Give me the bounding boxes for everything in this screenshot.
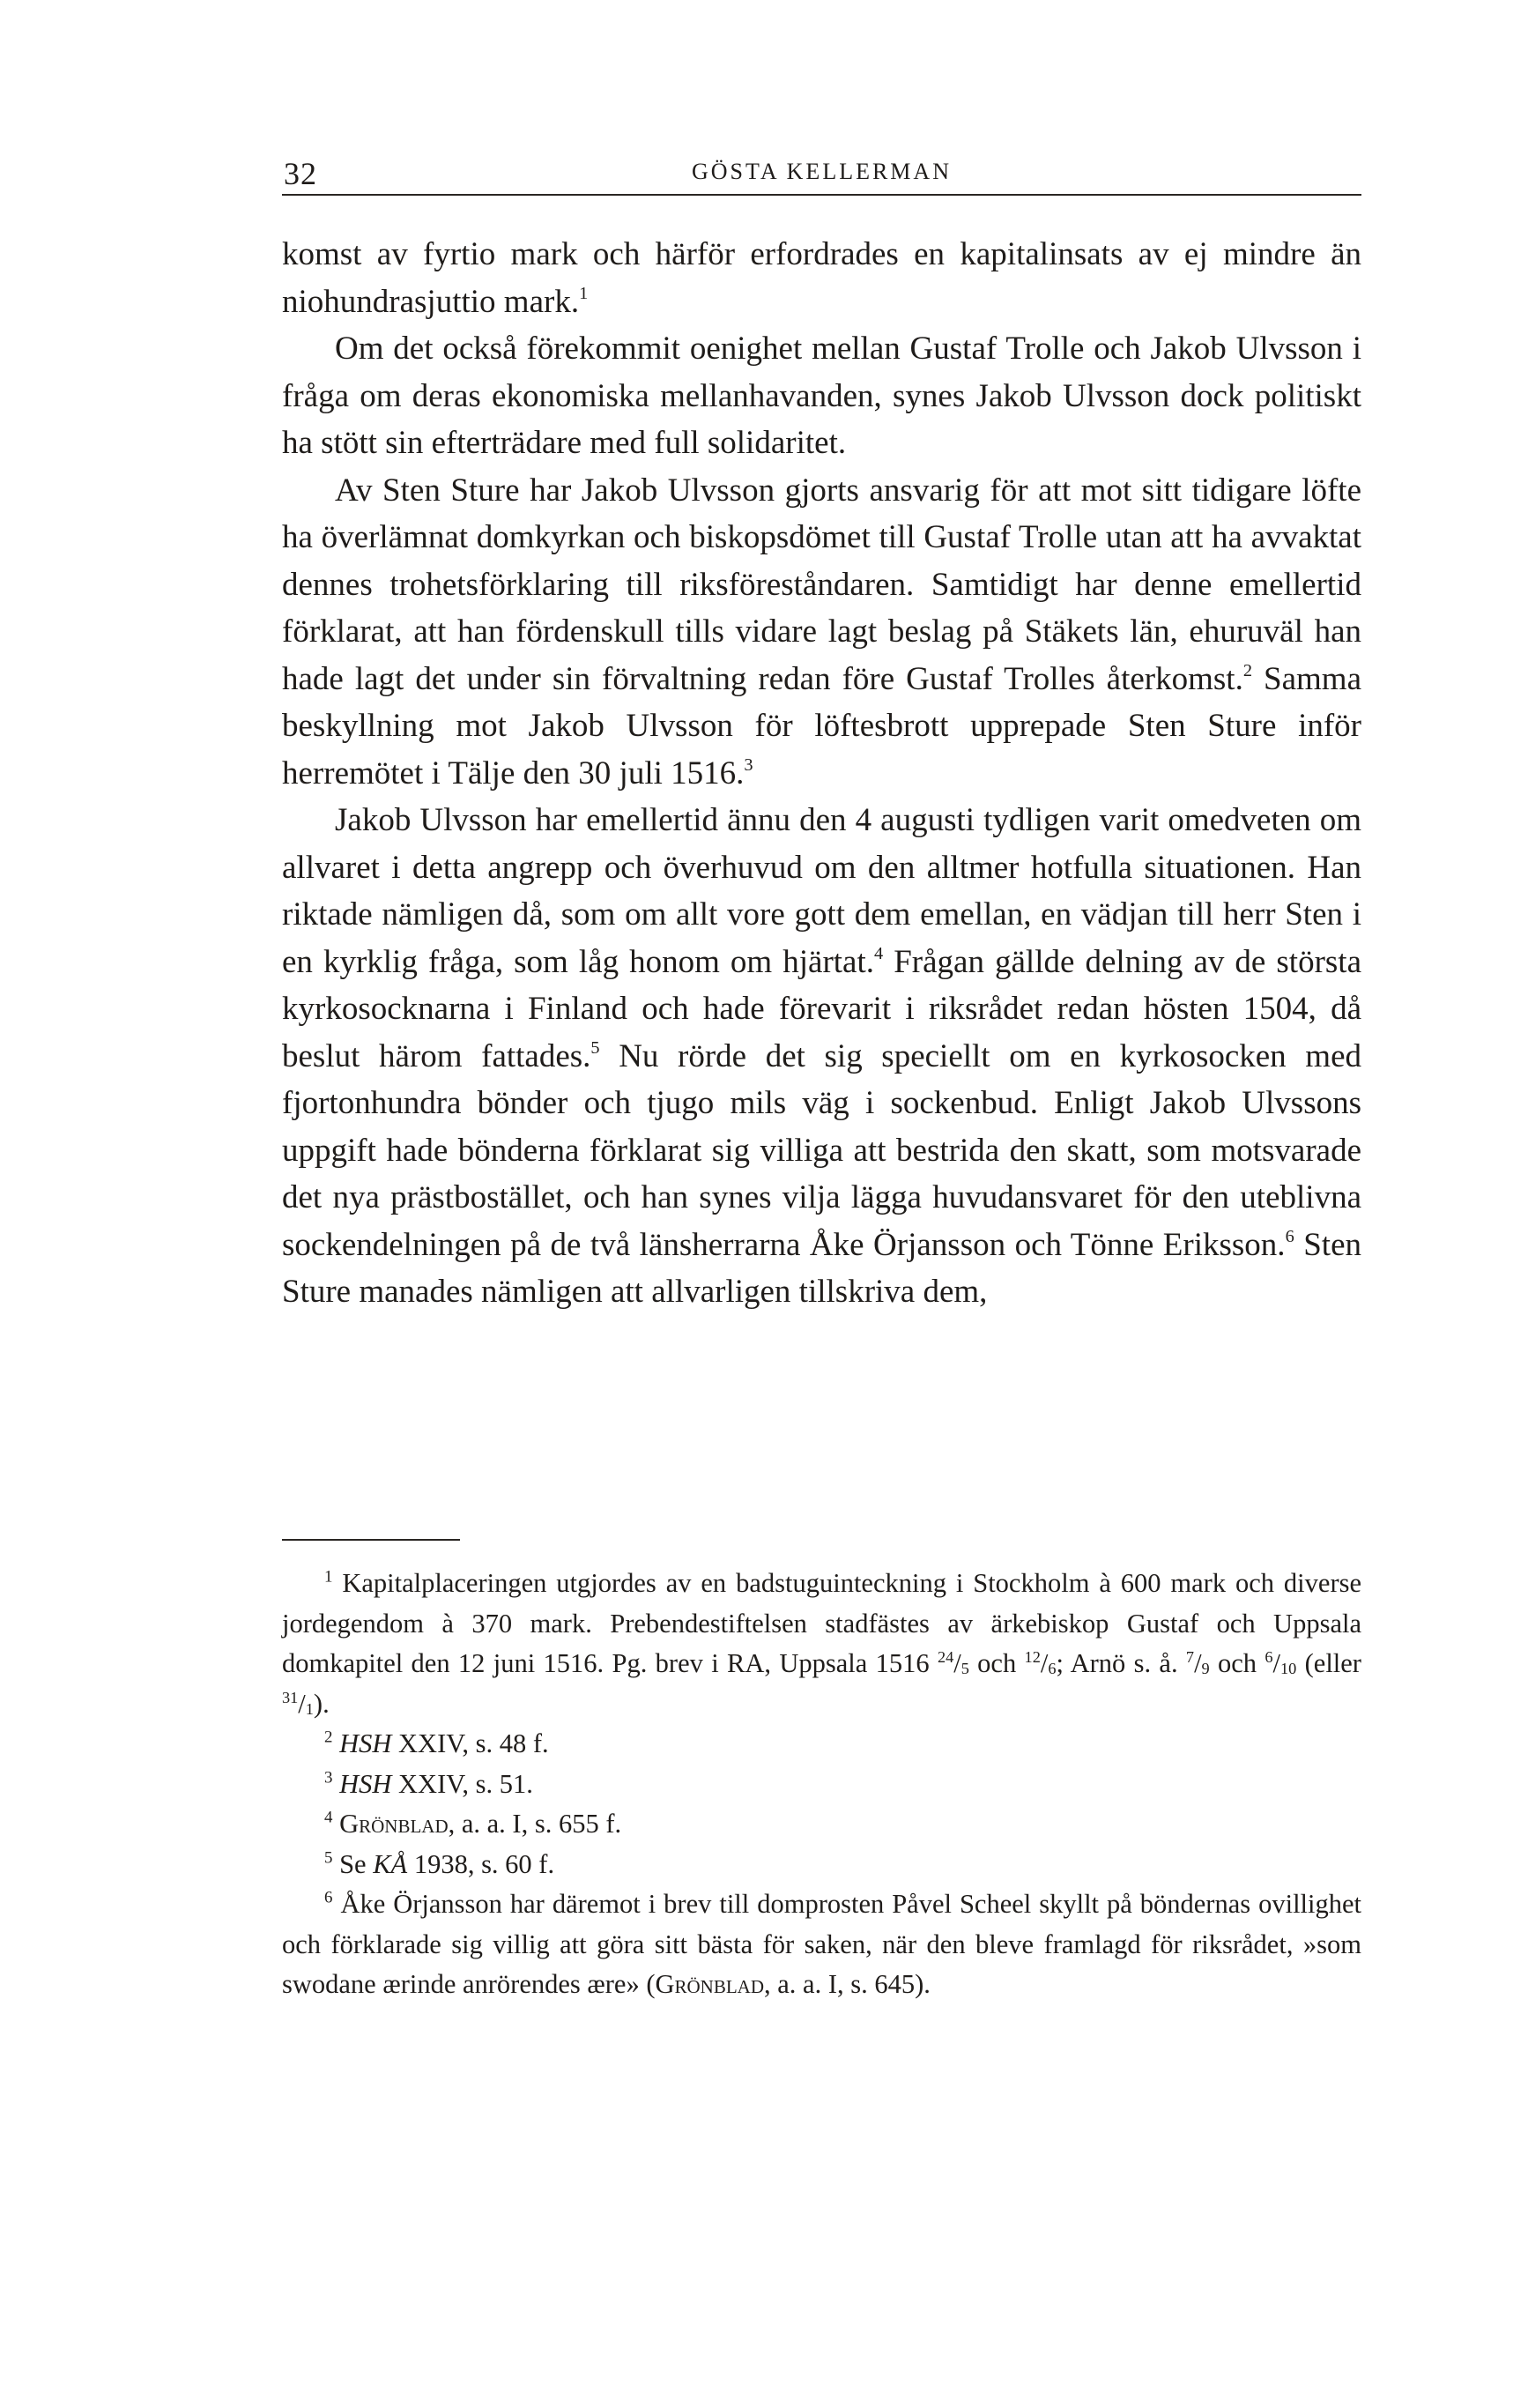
footnote-ref-6: 6 <box>1285 1226 1294 1246</box>
footnote-ref-2: 2 <box>1242 660 1253 680</box>
main-text <box>282 231 1361 1316</box>
fraction: $^{12}/_6$ <box>1024 1648 1057 1678</box>
footnote-1: $^1$ Kapitalplaceringen utgjordes av en badstuguinteckning i Stockholm à 600 mark och diverse jordegendom à 370 mark. Prebendestiftelsen stadfästes av ärkebiskop Gustaf och Uppsala domkapitel den 12 juni 1516. Pg. brev i RA, Uppsala 1516 $^{24}/_5$ och $^{12}/_6$; Arnö s. å. $^7/_9$ och $^6/_{10}$ (eller $^{31}/_1$). <box>282 1567 1362 1719</box>
paragraph-1: komst av fyrtio mark och härför erfordrades en kapitalinsats av ej mindre än niohundrasjuttio mark.$^1$ <box>282 236 1361 320</box>
footnote-6: $^6$ Åke Örjansson har däremot i brev till domprosten Påvel Scheel skyllt på böndernas ovillighet och förklarade sig villig att göra sitt bästa för saken, när den bleve framlagd för riksrådet, »som swodane ærinde anrörendes ære» (Grönblad, a. a. I, s. 645). <box>282 1888 1362 1999</box>
paragraph-3: Av Sten Sture har Jakob Ulvsson gjorts ansvarig för att mot sitt tidigare löfte ha överlämnat domkyrkan och biskopsdömet till Gustaf Trolle utan att ha avvaktat dennes trohetsförklaring till riksföreståndaren. Samtidigt har denne emellertid förklarat, att han fördenskull tills vidare lagt beslag på Stäkets län, ehuruväl han hade lagt det under sin förvaltning redan före Gustaf Trolles återkomst.$^2$ Samma beskyllning mot Jakob Ulvsson för löftesbrott upprepade Sten Sture inför herremötet i Tälje den 30 juli 1516.$^3$ <box>282 472 1362 792</box>
paragraph-2: Om det också förekommit oenighet mellan Gustaf Trolle och Jakob Ulvsson i fråga om deras ekonomiska mellanhavanden, synes Jakob Ulvsson dock politiskt ha stött sin efterträdare med full solidaritet. <box>282 331 1361 461</box>
running-head: GÖSTA KELLERMAN <box>692 159 952 184</box>
paragraph-4: Jakob Ulvsson har emellertid ännu den 4 augusti tydligen varit omedveten om allvaret i detta angrepp och överhuvud om den alltmer hotfulla situationen. Han riktade nämligen då, som om allt vore gott dem emellan, en vädjan till herr Sten i en kyrklig fråga, som låg honom om hjärtat.$^4$ Frågan gällde delning av de största kyrkosocknarna i Finland och hade förevarit i riksrådet redan hösten 1504, då beslut härom fattades.$^5$ Nu rörde det sig speciellt om en kyrkosocken med fjortonhundra bönder och tjugo mils väg i sockenbud. Enligt Jakob Ulvssons uppgift hade bönderna förklarat sig villiga att bestrida den skatt, som motsvarade det nya prästbostället, och han synes vilja lägga huvudansvaret för den uteblivna sockendelningen på de två länsherrarna Åke Örjansson och Tönne Eriksson.$^6$ Sten Sture manades nämligen att allvarligen tillskriva dem, <box>282 802 1361 1310</box>
footnote-ref-4: 4 <box>874 943 884 963</box>
footnote-2: $^2$ HSH XXIV, s. 48 f. <box>324 1728 549 1758</box>
footnote-rule <box>282 1539 460 1541</box>
fraction: $^{24}/_5$ <box>937 1648 969 1678</box>
page-header <box>282 152 1361 196</box>
fraction: $^{31}/_1$ <box>282 1688 314 1719</box>
fraction: $^6/_{10}$ <box>1265 1648 1297 1678</box>
footnotes <box>282 1564 1361 2005</box>
footnote-ref-1: 1 <box>579 283 589 303</box>
footnote-ref-5: 5 <box>590 1037 600 1058</box>
footnote-5: $^5$ Se KÅ 1938, s. 60 f. <box>324 1848 555 1879</box>
page-number: 32 <box>284 156 317 191</box>
footnote-ref-3: 3 <box>744 754 753 775</box>
footnote-3: $^3$ HSH XXIV, s. 51. <box>324 1768 533 1799</box>
fraction: $^7/_9$ <box>1185 1648 1210 1678</box>
footnote-4: $^4$ Grönblad, a. a. I, s. 655 f. <box>324 1808 622 1839</box>
